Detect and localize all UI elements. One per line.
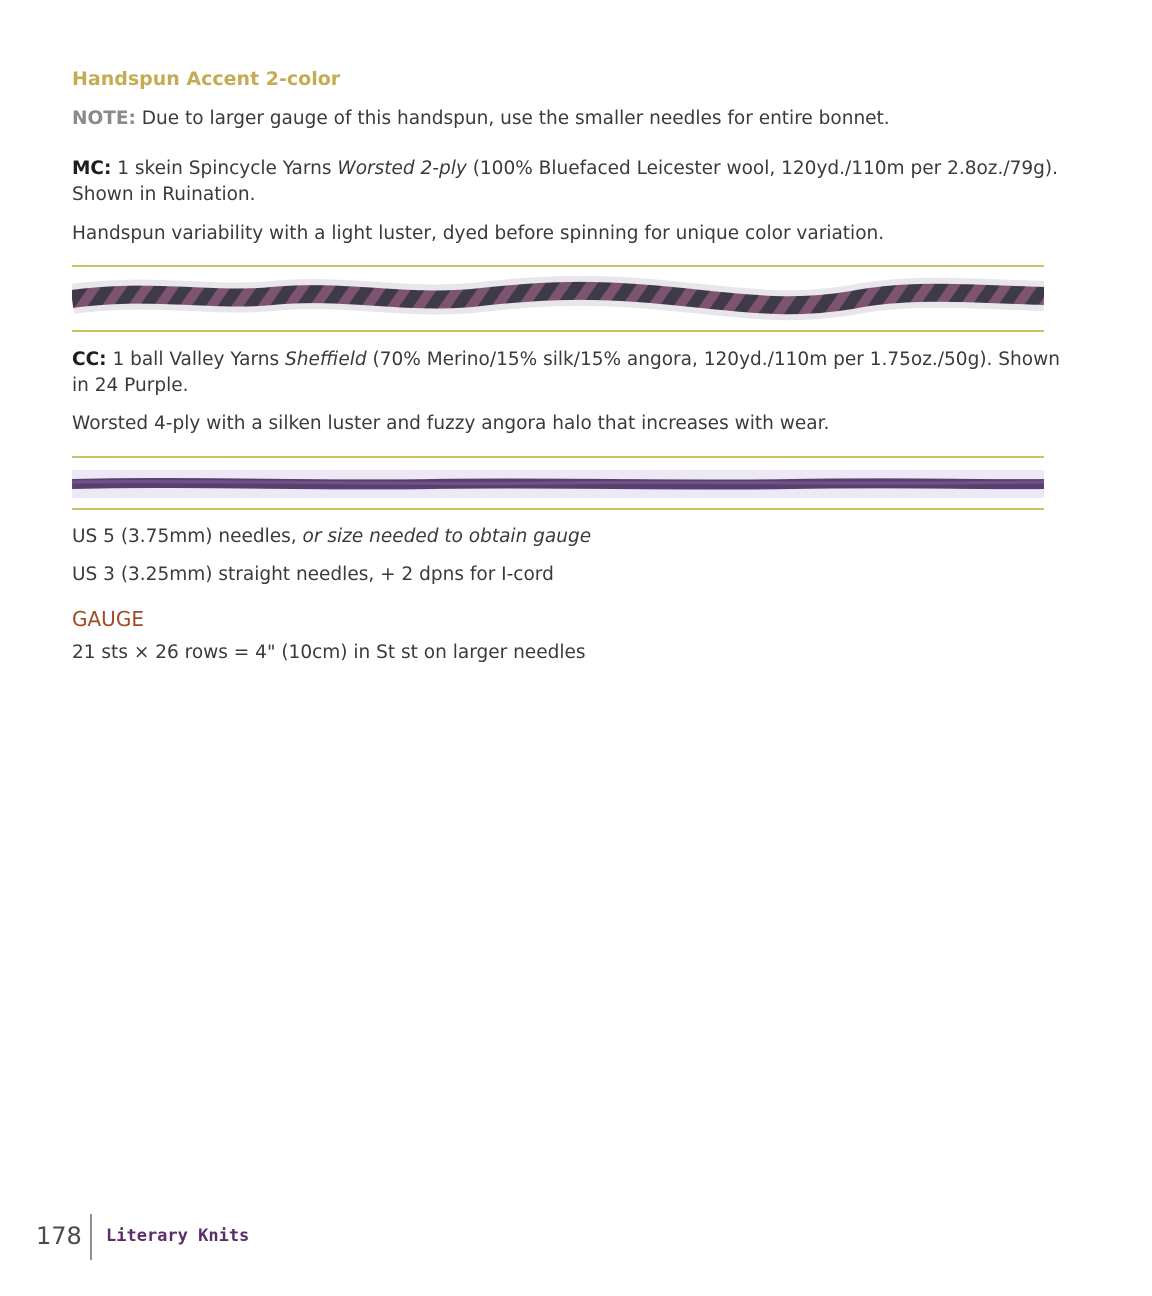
cc-label: CC: bbox=[72, 349, 107, 370]
cc-description: Worsted 4-ply with a silken luster and fuzzy angora halo that increases with wear. bbox=[72, 413, 830, 434]
cc-yarn-swatch-image bbox=[72, 464, 1044, 504]
mc-description: Handspun variability with a light luster, dyed before spinning for unique color variation. bbox=[72, 223, 885, 244]
needles-line-2: US 3 (3.25mm) straight needles, + 2 dpns for I-cord bbox=[72, 564, 554, 585]
mc-yarn-swatch-image bbox=[72, 274, 1044, 324]
cc-swatch-top-rule bbox=[72, 456, 1044, 458]
footer-divider bbox=[90, 1214, 92, 1260]
mc-text-before: 1 skein Spincycle Yarns bbox=[111, 158, 338, 179]
needles-line-1 bbox=[72, 524, 1062, 550]
cc-paragraph bbox=[72, 347, 1062, 399]
mc-swatch-bottom-rule bbox=[72, 330, 1044, 332]
section-title: Handspun Accent 2-color bbox=[72, 68, 341, 90]
cc-text-before: 1 ball Valley Yarns bbox=[106, 349, 285, 370]
cc-text-after: (70% Merino/15% silk/15% angora, 120yd./110m per 1.75oz./50g). Shown in 24 Purple. bbox=[72, 349, 1060, 396]
mc-label: MC: bbox=[72, 158, 112, 179]
gauge-text: 21 sts × 26 rows = 4" (10cm) in St st on larger needles bbox=[72, 642, 586, 663]
cc-swatch-bottom-rule bbox=[72, 508, 1044, 510]
mc-text-after: (100% Bluefaced Leicester wool, 120yd./110m per 2.8oz./79g). Shown in Ruination. bbox=[72, 158, 1059, 205]
mc-paragraph bbox=[72, 156, 1062, 208]
mc-yarn-name: Worsted 2-ply bbox=[337, 158, 467, 179]
book-title: Literary Knits bbox=[106, 1226, 250, 1246]
note-label: NOTE: bbox=[72, 108, 136, 129]
needles-line-1-italic: or size needed to obtain gauge bbox=[302, 526, 592, 547]
cc-yarn-name: Sheffield bbox=[285, 349, 367, 370]
gauge-heading: GAUGE bbox=[72, 607, 144, 631]
needles-line-1-text: US 5 (3.75mm) needles, bbox=[72, 526, 303, 547]
note-text: Due to larger gauge of this handspun, use the smaller needles for entire bonnet. bbox=[135, 108, 890, 129]
page-number: 178 bbox=[36, 1222, 82, 1250]
mc-swatch-top-rule bbox=[72, 265, 1044, 267]
note-paragraph bbox=[72, 106, 1062, 132]
